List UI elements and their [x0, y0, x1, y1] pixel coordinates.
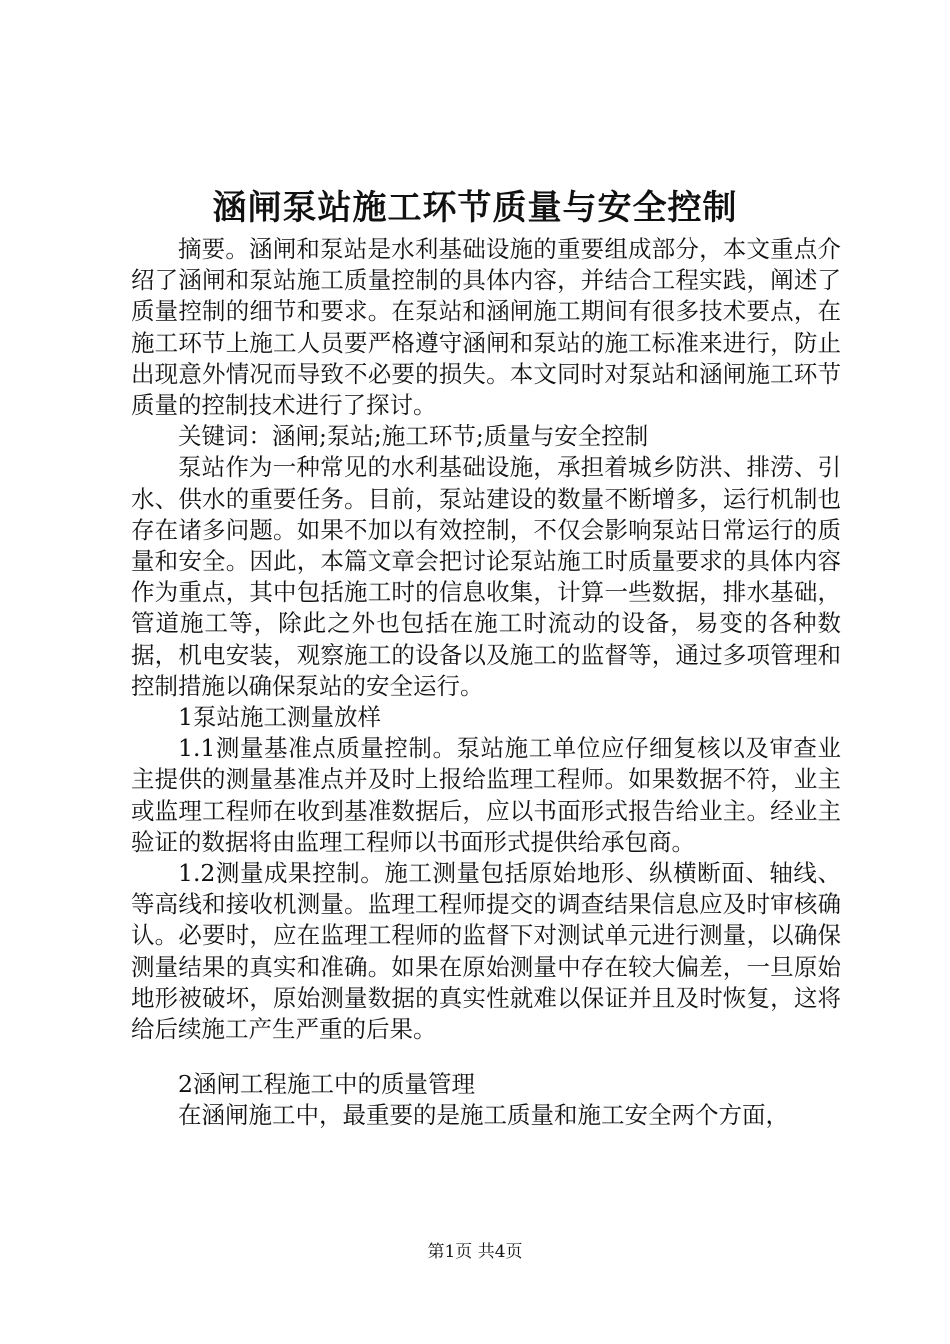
section-1-1-paragraph: 1.1测量基准点质量控制。泵站施工单位应仔细复核以及审查业主提供的测量基准点并及时上报给监理工程师。如果数据不符，业主或监理工程师在收到基准数据后，应以书面形式报告给业主。经业主验证的数据将由监理工程师以书面形式提供给承包商。: [131, 734, 841, 856]
abstract-paragraph: 摘要。涵闸和泵站是水利基础设施的重要组成部分，本文重点介绍了涵闸和泵站施工质量控制的具体内容，并结合工程实践，阐述了质量控制的细节和要求。在泵站和涵闸施工期间有很多技术要点，在施工环节上施工人员要严格遵守涵闸和泵站的施工标准来进行，防止出现意外情况而导致不必要的损失。本文同时对泵站和涵闸施工环节质量的控制技术进行了探讨。: [131, 235, 841, 420]
section-2-intro-paragraph: 在涵闸施工中，最重要的是施工质量和施工安全两个方面，: [178, 1101, 789, 1130]
paragraph-gap: [131, 1045, 841, 1069]
keywords-paragraph: 关键词：涵闸;泵站;施工环节;质量与安全控制: [178, 422, 649, 451]
section-2-heading: 2涵闸工程施工中的质量管理: [178, 1070, 475, 1099]
page-number-footer: 第1页 共4页: [427, 1242, 523, 1262]
section-1-2-paragraph: 1.2测量成果控制。施工测量包括原始地形、纵横断面、轴线、等高线和接收机测量。监理工程师提交的调查结果信息应及时审核确认。必要时，应在监理工程师的监督下对测试单元进行测量，以确保测量结果的真实和准确。如果在原始测量中存在较大偏差，一旦原始地形被破坏，原始测量数据的真实性就难以保证并且及时恢复，这将给后续施工产生严重的后果。: [131, 859, 841, 1044]
section-1-heading: 1泵站施工测量放样: [178, 703, 381, 732]
document-body: [131, 234, 841, 1132]
intro-paragraph: 泵站作为一种常见的水利基础设施，承担着城乡防洪、排涝、引水、供水的重要任务。目前，泵站建设的数量不断增多，运行机制也存在诸多问题。如果不加以有效控制，不仅会影响泵站日常运行的质量和安全。因此，本篇文章会把讨论泵站施工时质量要求的具体内容作为重点，其中包括施工时的信息收集，计算一些数据，排水基础，管道施工等，除此之外也包括在施工时流动的设备，易变的各种数据，机电安装，观察施工的设备以及施工的监督等，通过多项管理和控制措施以确保泵站的安全运行。: [131, 453, 841, 700]
document-title: 涵闸泵站施工环节质量与安全控制: [212, 188, 738, 228]
